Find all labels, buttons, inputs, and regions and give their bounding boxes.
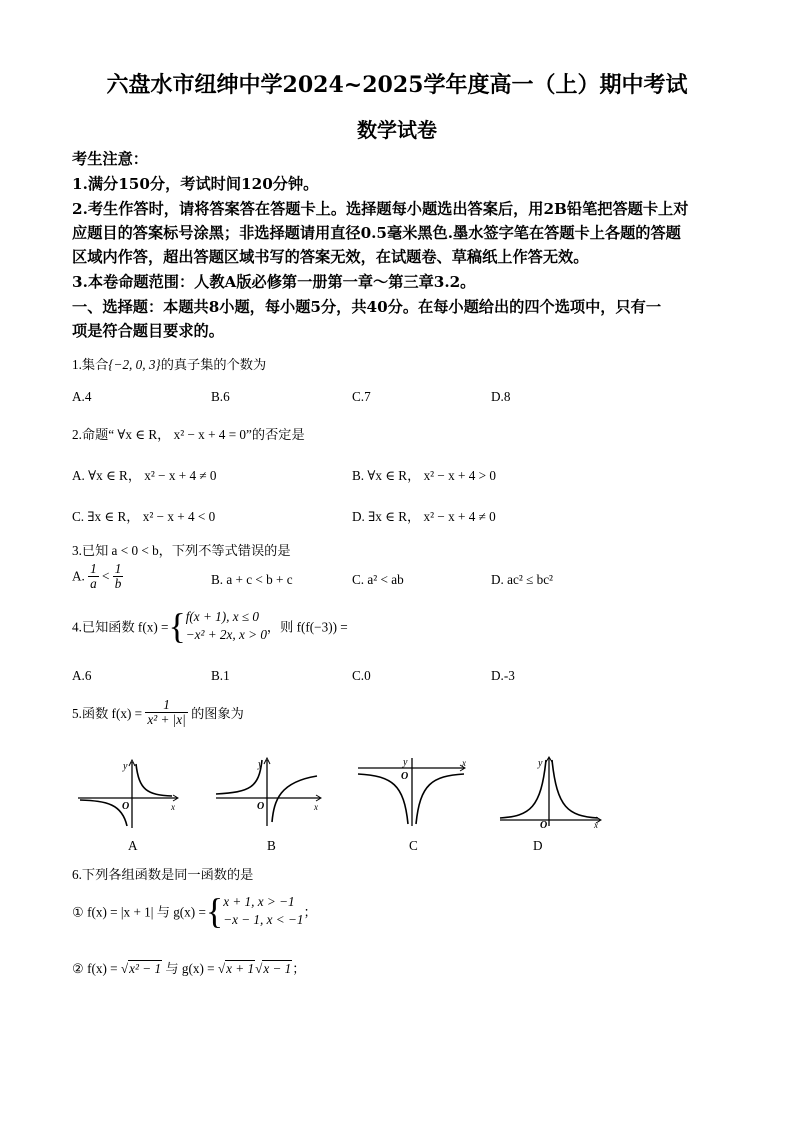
q4-option-a: A.6 xyxy=(72,668,92,683)
q6-item-2-g: 与 g(x) = xyxy=(165,961,215,976)
q6-item-2-radicand-f: x² − 1 xyxy=(129,961,162,976)
q4-option-c: C.0 xyxy=(352,668,371,683)
q6-item-2-suffix: ； xyxy=(292,961,306,976)
section1-line-1: 一、选择题：本题共8小题，每小题5分，共40分。在每小题给出的四个选项中，只有一 xyxy=(72,298,662,316)
q5-graph-a-y-label: y xyxy=(123,761,128,772)
q6-item-2: ② f(x) = √x² − 1 与 g(x) = √x + 1√x − 1； xyxy=(72,961,306,976)
q1-option-d: D.8 xyxy=(491,389,511,404)
q1-set: {−2, 0, 3} xyxy=(108,357,161,372)
q6-item-1 xyxy=(72,893,317,929)
q5-graph-b-y-label: y xyxy=(258,759,263,770)
q2-option-d: D. ∃x ∈ R， x² − x + 4 ≠ 0 xyxy=(352,509,496,524)
q5-graph-d xyxy=(496,756,606,828)
exam-title: 六盘水市纽绅中学2024~2025学年度高一（上）期中考试 xyxy=(106,72,688,98)
q5-graph-c-origin: O xyxy=(401,771,409,782)
q5-suffix: 的图象为 xyxy=(191,705,244,721)
q6-item-1-prefix: ① f(x) = |x + 1| 与 g(x) = xyxy=(72,904,206,920)
q5-graph-a-label: A xyxy=(128,838,138,853)
q5-graph-b-label: B xyxy=(267,838,276,853)
q5-graph-d-x-label: x xyxy=(594,820,598,828)
q5-graph-c-x-label: x xyxy=(462,758,466,768)
q4-prefix: 4.已知函数 f(x) = xyxy=(72,619,169,635)
q1-stem xyxy=(72,354,266,373)
q3-option-d: D. ac² ≤ bc² xyxy=(491,572,554,587)
q3-option-a-label: A. xyxy=(72,568,85,584)
q4-option-d: D.-3 xyxy=(491,668,515,683)
q6-item-2-radicand-g2: x − 1 xyxy=(263,961,292,976)
q5-prefix: 5.函数 f(x) = xyxy=(72,705,143,721)
q4-option-b: B.1 xyxy=(211,668,230,683)
q5-graph-b-origin: O xyxy=(257,801,265,812)
notice-item-2-line-1: 2.考生作答时，请将答案答在答题卡上。选择题每小题选出答案后，用2B铅笔把答题卡上对 xyxy=(72,200,689,218)
q1-option-b: B.6 xyxy=(211,389,230,404)
q4-suffix: ，则 f(f(−3)) = xyxy=(266,619,348,635)
q3-option-b: B. a + c < b + c xyxy=(211,572,293,587)
q1-suffix: 的真子集的个数为 xyxy=(160,357,267,372)
q5-graph-b-x-label: x xyxy=(314,802,318,812)
notice-item-2-line-2: 应题目的答案标号涂黑；非选择题请用直径0.5毫米黑色.墨水签字笔在答题卡上各题的答题 xyxy=(72,224,681,242)
q5-graph-a-origin: O xyxy=(122,801,130,812)
q2-stem: 2.命题“ ∀x ∈ R， x² − x + 4 = 0”的否定是 xyxy=(72,427,305,442)
q3-less-than: < xyxy=(102,568,110,584)
q1-option-a: A.4 xyxy=(72,389,92,404)
q5-graph-c-label: C xyxy=(409,838,418,853)
q5-graph-d-origin: O xyxy=(540,820,548,828)
q5-graph-a xyxy=(72,758,187,830)
q1-prefix: 1.集合 xyxy=(72,357,109,372)
q4-stem xyxy=(72,608,348,644)
q5-graph-d-label: D xyxy=(533,838,543,853)
q4-left-brace: { xyxy=(168,606,186,646)
q5-fraction: $\frac{1}{\text{x² + |x|}}$ xyxy=(147,697,186,727)
notice-item-1: 1.满分150分，考试时间120分钟。 xyxy=(72,175,319,193)
q1-option-c: C.7 xyxy=(352,389,371,404)
section1-line-2: 项是符合题目要求的。 xyxy=(72,322,224,340)
notice-heading: 考生注意： xyxy=(72,150,148,168)
q6-item-2-f: ② f(x) = xyxy=(72,961,118,976)
q5-graph-c xyxy=(354,756,474,828)
q5-graph-c-y-label: y xyxy=(403,757,408,768)
q2-option-c: C. ∃x ∈ R， x² − x + 4 < 0 xyxy=(72,509,216,524)
q3-fraction-1a: $\frac{1}{a}$ xyxy=(90,561,97,591)
q3-option-c: C. a² < ab xyxy=(352,572,404,587)
q2-option-b: B. ∀x ∈ R， x² − x + 4 > 0 xyxy=(352,468,496,483)
q5-graph-d-y-label: y xyxy=(538,758,543,769)
q3-stem: 3.已知 a < 0 < b，下列不等式错误的是 xyxy=(72,543,291,558)
q6-stem: 6.下列各组函数是同一函数的是 xyxy=(72,867,254,882)
q3-option-a xyxy=(72,562,123,591)
q6-item-1-cases: x + 1, x > −1 −x − 1, x < −1 xyxy=(223,894,304,927)
q6-item-2-radicand-g1: x + 1 xyxy=(226,961,255,976)
notice-item-2-line-3: 区域内作答，超出答题区域书写的答案无效，在试题卷、草稿纸上作答无效。 xyxy=(72,248,589,266)
q6-item-1-suffix: ； xyxy=(303,904,317,920)
q6-item-1-brace: { xyxy=(205,891,224,931)
q5-stem xyxy=(72,698,244,727)
q5-graph-b xyxy=(212,756,327,828)
notice-item-3: 3.本卷命题范围：人教A版必修第一册第一章～第三章3.2。 xyxy=(72,273,476,291)
q2-option-a: A. ∀x ∈ R， x² − x + 4 ≠ 0 xyxy=(72,468,217,483)
q4-cases: f(x + 1), x ≤ 0 −x² + 2x, x > 0 xyxy=(185,609,267,642)
q3-fraction-1b: $\frac{1}{b}$ xyxy=(114,561,122,591)
q5-graph-a-x-label: x xyxy=(171,802,175,812)
exam-subtitle: 数学试卷 xyxy=(357,118,437,142)
